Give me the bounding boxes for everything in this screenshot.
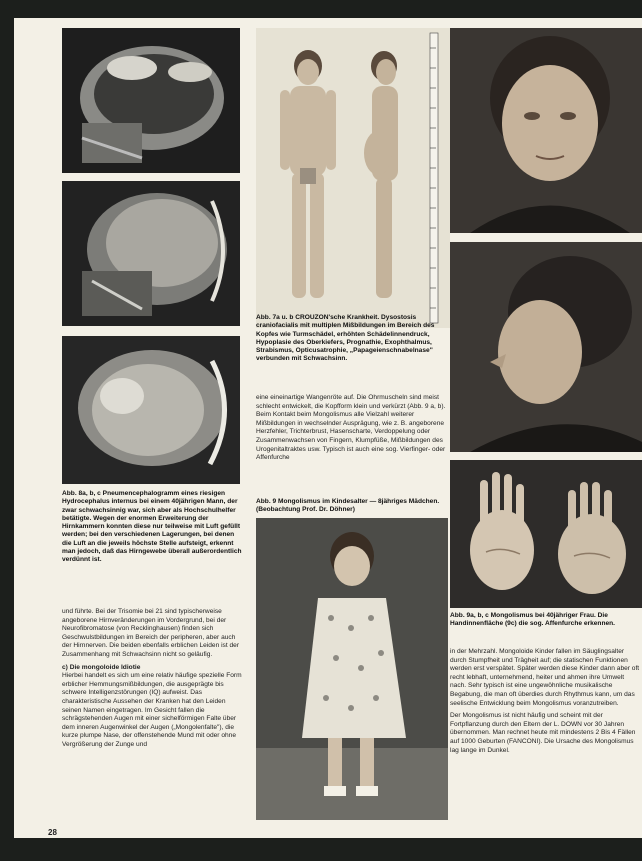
- body-text-right: [450, 648, 640, 755]
- caption-fig8: Abb. 8a, b, c Pneumencephalogramm eines riesigen Hydrocephalus internus bei einem 40jährigen Mann, der zwar schwachsinnig war, sich aber als Hochschulhelfer betätigte. Wegen der enormen Erweiterung der Hirnkammern konnten diese nur teilweise mit Luft gefüllt werden; bei den verschiedenen Lagerungen, bei denen die Luft an die jeweils höchste Stelle aufsteigt, erkennt man jedoch, daß das Hirngewebe überall außerordentlich verdünnt ist.: [62, 490, 242, 564]
- caption-fig7: Abb. 7a u. b CROUZON'sche Krankheit. Dysostosis craniofacialis mit multiplen Mißbildungen im Bereich des Kopfes wie Turmschädel, erhöhten Schädelinnendruck, Hypoplasie des Oberkiefers, Prognathie, Exophthalmus, Strabismus, Opticusatrophie, „Papageienschnabelnase" verbunden mit Schwachsinn.: [256, 314, 435, 363]
- xray-image-8c: [62, 336, 240, 484]
- paragraph: eine eineinartige Wangenröte auf. Die Ohrmuscheln sind meist schlecht entwickelt, die Kopfform klein und verkürzt (Abb. 9 a, b). Beim Kontakt beim Mongolismus alle Vielzahl weiterer Mißbildungen in wechselnder Ausprägung, wie z. B. angeborene Herzfehler, Trichterbrust, Hasenscharte, Verdoppelung oder Zusammenwachsen von Fingern, Klumpfüße, Mißbildungen des Urogenitaltraktes usw. Typisch ist auch eine sog. Vierfinger- oder Affenfurche: [256, 394, 446, 462]
- paragraph: Der Mongolismus ist nicht häufig und scheint mit der Fortpflanzung durch den Eltern der L. DOWN vor 30 Jahren übernommen. Man rechnet heute mit mindestens 2 Bis 4 Fällen auf 1000 Geburten (FANCONI). Die Ursache des Mongolismus lag lange im Dunkel.: [450, 712, 636, 754]
- photo-hands: [450, 460, 642, 608]
- section-heading: c) Die mongoloide Idiotie: [62, 663, 141, 671]
- page-number: 28: [48, 828, 57, 837]
- paragraph: Hierbei handelt es sich um eine relativ häufige spezielle Form erblicher Hemmungsmißbildungen, die ausgeprägte bis schwere Intelligenzstörungen (IQ) aufweist. Das charakteristische Aussehen der Kranken hat den Leiden seinen Namen eingetragen. Im Gesicht fallen die schrägstehenden Augen mit einer sichelförmigen Falte über dem inneren Augenwinkel der Augen („Mongolenfalte"), die kurze plumpe Nase, der offenstehende Mund mit oder ohne Vergrößerung der Zunge und: [62, 672, 242, 748]
- book-page: [14, 18, 642, 838]
- photo-woman-front: [450, 28, 642, 233]
- paragraph: in der Mehrzahl. Mongoloide Kinder fallen im Säuglingsalter durch Stumpfheit und Trägheit auf; die statischen Funktionen werden erst verspätet. Später werden diese Kinder dann aber oft recht lebhaft, unternehmend, heiter und ahmen ihre Umwelt nach. Sehr typisch ist eine ungewöhnliche musikalische Begabung, die man oft überdies durch Rhythmus kann, um das seelische Entwicklung beim Mongolismus voranzutreiben.: [450, 648, 640, 707]
- caption-fig9: Abb. 9 Mongolismus im Kindesalter — 8jähriges Mädchen. (Beobachtung Prof. Dr. Döhner): [256, 498, 440, 514]
- photo-woman-profile: [450, 242, 642, 452]
- photo-fig9-child: [256, 518, 448, 820]
- body-text-left: [62, 608, 242, 750]
- body-text-mid: [256, 394, 446, 463]
- caption-fig10: Abb. 9a, b, c Mongolismus bei 40jähriger Frau. Die Handinnenfläche (9c) die sog. Affenfurche erkennen.: [450, 612, 615, 628]
- paragraph: und führte. Bei der Trisomie bei 21 sind typischerweise angeborene Hirnveränderungen im Vordergrund, bei der Neurofibromatose (von Recklinghausen) finden sich Geschwulstbildungen im Bereich der peripheren, aber auch der Hirnnerven. Die beiden ebenfalls erblichen Leiden ist der Zusammenhang mit Schwachsinn nicht so geläufig.: [62, 608, 240, 658]
- xray-image-8a: [62, 28, 240, 173]
- photo-fig7-figures: [256, 28, 450, 328]
- xray-image-8b: [62, 181, 240, 326]
